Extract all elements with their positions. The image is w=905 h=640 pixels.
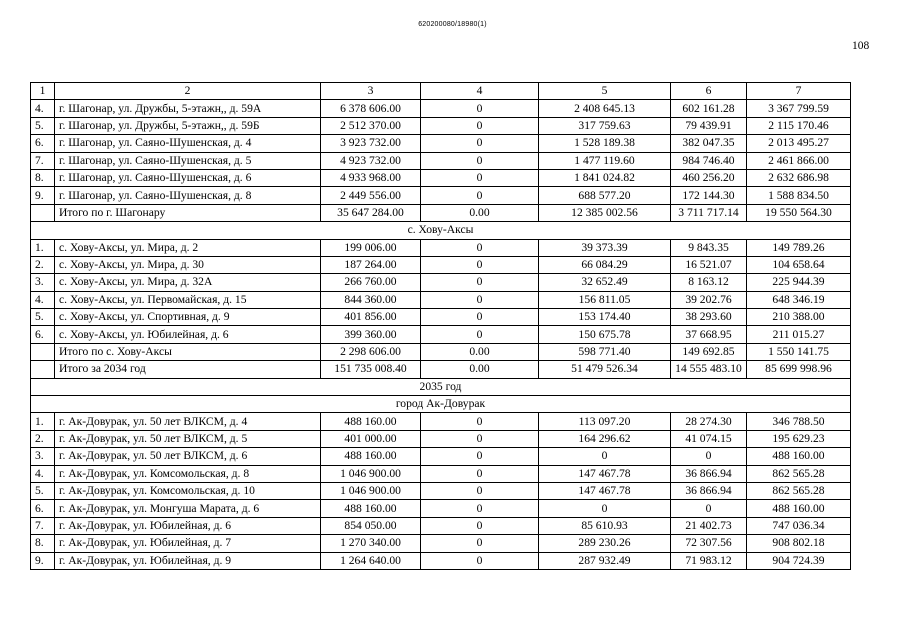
col-6-value-cell: 460 256.20 [671, 169, 747, 186]
table-row [31, 117, 851, 134]
col-7-value-cell: 904 724.39 [747, 552, 851, 569]
row-number-cell: 5. [31, 117, 55, 134]
table-body [31, 83, 851, 570]
col-6-value-cell: 36 866.94 [671, 465, 747, 482]
col-7-value-cell: 104 658.64 [747, 256, 851, 273]
section-header-row [31, 396, 851, 413]
col-5-value-cell: 598 771.40 [539, 343, 671, 360]
col-5-value-cell: 287 932.49 [539, 552, 671, 569]
table-row [31, 552, 851, 569]
table-row [31, 256, 851, 273]
col-3-value-cell: 35 647 284.00 [321, 204, 421, 221]
col-6-value-cell: 3 711 717.14 [671, 204, 747, 221]
row-number-cell: 9. [31, 552, 55, 569]
col-4-value-cell: 0 [421, 100, 539, 117]
table-row [31, 135, 851, 152]
col-3-value-cell: 187 264.00 [321, 256, 421, 273]
col-5-value-cell: 147 467.78 [539, 465, 671, 482]
col-6-value-cell: 41 074.15 [671, 430, 747, 447]
header-cell-6: 6 [671, 83, 747, 100]
col-3-value-cell: 1 264 640.00 [321, 552, 421, 569]
col-6-value-cell: 0 [671, 500, 747, 517]
table-row [31, 152, 851, 169]
section-label: с. Хову-Аксы [31, 222, 851, 239]
address-cell: г. Ак-Довурак, ул. Юбилейная, д. 7 [55, 535, 321, 552]
col-7-value-cell: 210 388.00 [747, 309, 851, 326]
col-6-value-cell: 38 293.60 [671, 309, 747, 326]
col-5-value-cell: 289 230.26 [539, 535, 671, 552]
address-cell: г. Ак-Довурак, ул. 50 лет ВЛКСМ, д. 5 [55, 430, 321, 447]
col-3-value-cell: 266 760.00 [321, 274, 421, 291]
col-5-value-cell: 1 477 119.60 [539, 152, 671, 169]
col-4-value-cell: 0 [421, 187, 539, 204]
row-number-cell: 8. [31, 535, 55, 552]
col-5-value-cell: 0 [539, 448, 671, 465]
col-3-value-cell: 401 000.00 [321, 430, 421, 447]
col-6-value-cell: 0 [671, 448, 747, 465]
col-4-value-cell: 0 [421, 430, 539, 447]
table-row [31, 239, 851, 256]
section-header-row [31, 378, 851, 395]
col-4-value-cell: 0 [421, 517, 539, 534]
table-row [31, 274, 851, 291]
col-4-value-cell: 0 [421, 274, 539, 291]
col-5-value-cell: 113 097.20 [539, 413, 671, 430]
address-cell: г. Шагонар, ул. Дружбы, 5-этажн,, д. 59А [55, 100, 321, 117]
table-row [31, 413, 851, 430]
col-5-value-cell: 150 675.78 [539, 326, 671, 343]
row-number-cell [31, 361, 55, 378]
col-6-value-cell: 28 274.30 [671, 413, 747, 430]
table-row [31, 465, 851, 482]
col-6-value-cell: 16 521.07 [671, 256, 747, 273]
page-number: 108 [852, 40, 870, 52]
row-number-cell: 6. [31, 135, 55, 152]
col-3-value-cell: 488 160.00 [321, 448, 421, 465]
col-7-value-cell: 211 015.27 [747, 326, 851, 343]
header-cell-3: 3 [321, 83, 421, 100]
col-3-value-cell: 2 512 370.00 [321, 117, 421, 134]
row-number-cell: 6. [31, 326, 55, 343]
col-4-value-cell: 0 [421, 326, 539, 343]
row-number-cell: 5. [31, 482, 55, 499]
col-4-value-cell: 0 [421, 169, 539, 186]
header-cell-4: 4 [421, 83, 539, 100]
col-3-value-cell: 6 378 606.00 [321, 100, 421, 117]
row-number-cell: 6. [31, 500, 55, 517]
address-cell: с. Хову-Аксы, ул. Мира, д. 30 [55, 256, 321, 273]
col-4-value-cell: 0 [421, 256, 539, 273]
col-5-value-cell: 66 084.29 [539, 256, 671, 273]
address-cell: Итого по с. Хову-Аксы [55, 343, 321, 360]
col-3-value-cell: 488 160.00 [321, 413, 421, 430]
table-row [31, 204, 851, 221]
col-5-value-cell: 39 373.39 [539, 239, 671, 256]
col-6-value-cell: 39 202.76 [671, 291, 747, 308]
row-number-cell: 2. [31, 256, 55, 273]
col-6-value-cell: 79 439.91 [671, 117, 747, 134]
address-cell: г. Шагонар, ул. Саяно-Шушенская, д. 5 [55, 152, 321, 169]
col-7-value-cell: 908 802.18 [747, 535, 851, 552]
col-6-value-cell: 72 307.56 [671, 535, 747, 552]
col-4-value-cell: 0 [421, 413, 539, 430]
col-4-value-cell: 0 [421, 239, 539, 256]
col-4-value-cell: 0 [421, 535, 539, 552]
address-cell: с. Хову-Аксы, ул. Мира, д. 32А [55, 274, 321, 291]
col-7-value-cell: 862 565.28 [747, 482, 851, 499]
col-4-value-cell: 0 [421, 552, 539, 569]
col-5-value-cell: 85 610.93 [539, 517, 671, 534]
col-3-value-cell: 401 856.00 [321, 309, 421, 326]
address-cell: г. Ак-Довурак, ул. Юбилейная, д. 6 [55, 517, 321, 534]
col-3-value-cell: 844 360.00 [321, 291, 421, 308]
address-cell: с. Хову-Аксы, ул. Первомайская, д. 15 [55, 291, 321, 308]
document-code: 620200080/18980(1) [418, 21, 487, 28]
header-cell-7: 7 [747, 83, 851, 100]
table-row [31, 169, 851, 186]
col-4-value-cell: 0 [421, 152, 539, 169]
col-4-value-cell: 0 [421, 465, 539, 482]
col-3-value-cell: 1 046 900.00 [321, 482, 421, 499]
col-6-value-cell: 172 144.30 [671, 187, 747, 204]
col-3-value-cell: 199 006.00 [321, 239, 421, 256]
address-cell: Итого по г. Шагонару [55, 204, 321, 221]
table-row [31, 361, 851, 378]
header-cell-2: 2 [55, 83, 321, 100]
col-7-value-cell: 488 160.00 [747, 448, 851, 465]
col-7-value-cell: 648 346.19 [747, 291, 851, 308]
col-7-value-cell: 1 550 141.75 [747, 343, 851, 360]
col-5-value-cell: 317 759.63 [539, 117, 671, 134]
col-5-value-cell: 153 174.40 [539, 309, 671, 326]
address-cell: г. Ак-Довурак, ул. Комсомольская, д. 10 [55, 482, 321, 499]
col-7-value-cell: 346 788.50 [747, 413, 851, 430]
col-7-value-cell: 195 629.23 [747, 430, 851, 447]
col-5-value-cell: 32 652.49 [539, 274, 671, 291]
col-5-value-cell: 51 479 526.34 [539, 361, 671, 378]
row-number-cell: 1. [31, 239, 55, 256]
header-cell-5: 5 [539, 83, 671, 100]
row-number-cell: 2. [31, 430, 55, 447]
col-3-value-cell: 151 735 008.40 [321, 361, 421, 378]
row-number-cell [31, 204, 55, 221]
address-cell: с. Хову-Аксы, ул. Спортивная, д. 9 [55, 309, 321, 326]
col-6-value-cell: 14 555 483.10 [671, 361, 747, 378]
address-cell: с. Хову-Аксы, ул. Юбилейная, д. 6 [55, 326, 321, 343]
row-number-cell: 5. [31, 309, 55, 326]
table-row [31, 482, 851, 499]
col-4-value-cell: 0.00 [421, 343, 539, 360]
table-row [31, 430, 851, 447]
row-number-cell: 9. [31, 187, 55, 204]
col-4-value-cell: 0.00 [421, 204, 539, 221]
address-cell: г. Ак-Довурак, ул. 50 лет ВЛКСМ, д. 4 [55, 413, 321, 430]
col-6-value-cell: 36 866.94 [671, 482, 747, 499]
col-5-value-cell: 164 296.62 [539, 430, 671, 447]
col-7-value-cell: 1 588 834.50 [747, 187, 851, 204]
col-6-value-cell: 602 161.28 [671, 100, 747, 117]
col-7-value-cell: 2 632 686.98 [747, 169, 851, 186]
col-4-value-cell: 0 [421, 291, 539, 308]
row-number-cell: 4. [31, 465, 55, 482]
address-cell: г. Ак-Довурак, ул. Комсомольская, д. 8 [55, 465, 321, 482]
col-5-value-cell: 156 811.05 [539, 291, 671, 308]
table-row [31, 187, 851, 204]
col-7-value-cell: 149 789.26 [747, 239, 851, 256]
col-3-value-cell: 4 923 732.00 [321, 152, 421, 169]
address-cell: г. Ак-Довурак, ул. Юбилейная, д. 9 [55, 552, 321, 569]
col-7-value-cell: 3 367 799.59 [747, 100, 851, 117]
table-row [31, 500, 851, 517]
address-cell: г. Шагонар, ул. Саяно-Шушенская, д. 4 [55, 135, 321, 152]
table-row [31, 343, 851, 360]
header-cell-1: 1 [31, 83, 55, 100]
col-5-value-cell: 688 577.20 [539, 187, 671, 204]
row-number-cell: 1. [31, 413, 55, 430]
col-6-value-cell: 382 047.35 [671, 135, 747, 152]
col-7-value-cell: 488 160.00 [747, 500, 851, 517]
col-5-value-cell: 1 841 024.82 [539, 169, 671, 186]
col-7-value-cell: 225 944.39 [747, 274, 851, 291]
section-label: город Ак-Довурак [31, 396, 851, 413]
col-6-value-cell: 9 843.35 [671, 239, 747, 256]
col-3-value-cell: 2 298 606.00 [321, 343, 421, 360]
address-cell: г. Шагонар, ул. Саяно-Шушенская, д. 8 [55, 187, 321, 204]
address-cell: г. Ак-Довурак, ул. 50 лет ВЛКСМ, д. 6 [55, 448, 321, 465]
col-6-value-cell: 71 983.12 [671, 552, 747, 569]
col-3-value-cell: 399 360.00 [321, 326, 421, 343]
col-6-value-cell: 8 163.12 [671, 274, 747, 291]
col-4-value-cell: 0 [421, 117, 539, 134]
col-7-value-cell: 19 550 564.30 [747, 204, 851, 221]
section-label: 2035 год [31, 378, 851, 395]
col-3-value-cell: 2 449 556.00 [321, 187, 421, 204]
col-5-value-cell: 147 467.78 [539, 482, 671, 499]
address-cell: Итого за 2034 год [55, 361, 321, 378]
col-7-value-cell: 2 013 495.27 [747, 135, 851, 152]
row-number-cell: 7. [31, 152, 55, 169]
col-4-value-cell: 0 [421, 482, 539, 499]
data-table [30, 82, 851, 570]
col-7-value-cell: 85 699 998.96 [747, 361, 851, 378]
col-4-value-cell: 0 [421, 135, 539, 152]
col-4-value-cell: 0 [421, 309, 539, 326]
table-row [31, 100, 851, 117]
col-3-value-cell: 854 050.00 [321, 517, 421, 534]
address-cell: г. Шагонар, ул. Саяно-Шушенская, д. 6 [55, 169, 321, 186]
col-4-value-cell: 0.00 [421, 361, 539, 378]
col-6-value-cell: 37 668.95 [671, 326, 747, 343]
row-number-cell [31, 343, 55, 360]
col-6-value-cell: 149 692.85 [671, 343, 747, 360]
row-number-cell: 7. [31, 517, 55, 534]
table-row [31, 326, 851, 343]
row-number-cell: 8. [31, 169, 55, 186]
col-4-value-cell: 0 [421, 448, 539, 465]
col-3-value-cell: 3 923 732.00 [321, 135, 421, 152]
row-number-cell: 3. [31, 448, 55, 465]
col-5-value-cell: 12 385 002.56 [539, 204, 671, 221]
col-6-value-cell: 21 402.73 [671, 517, 747, 534]
col-7-value-cell: 862 565.28 [747, 465, 851, 482]
address-cell: г. Шагонар, ул. Дружбы, 5-этажн,, д. 59Б [55, 117, 321, 134]
address-cell: г. Ак-Довурак, ул. Монгуша Марата, д. 6 [55, 500, 321, 517]
table-row [31, 517, 851, 534]
table-row [31, 309, 851, 326]
col-5-value-cell: 1 528 189.38 [539, 135, 671, 152]
table-header-row [31, 83, 851, 100]
col-5-value-cell: 2 408 645.13 [539, 100, 671, 117]
table-row [31, 535, 851, 552]
table-row [31, 448, 851, 465]
col-3-value-cell: 488 160.00 [321, 500, 421, 517]
section-header-row [31, 222, 851, 239]
col-3-value-cell: 1 046 900.00 [321, 465, 421, 482]
address-cell: с. Хову-Аксы, ул. Мира, д. 2 [55, 239, 321, 256]
col-7-value-cell: 2 461 866.00 [747, 152, 851, 169]
table-row [31, 291, 851, 308]
col-4-value-cell: 0 [421, 500, 539, 517]
row-number-cell: 4. [31, 100, 55, 117]
col-7-value-cell: 747 036.34 [747, 517, 851, 534]
col-7-value-cell: 2 115 170.46 [747, 117, 851, 134]
col-3-value-cell: 1 270 340.00 [321, 535, 421, 552]
col-5-value-cell: 0 [539, 500, 671, 517]
row-number-cell: 3. [31, 274, 55, 291]
col-6-value-cell: 984 746.40 [671, 152, 747, 169]
row-number-cell: 4. [31, 291, 55, 308]
col-3-value-cell: 4 933 968.00 [321, 169, 421, 186]
